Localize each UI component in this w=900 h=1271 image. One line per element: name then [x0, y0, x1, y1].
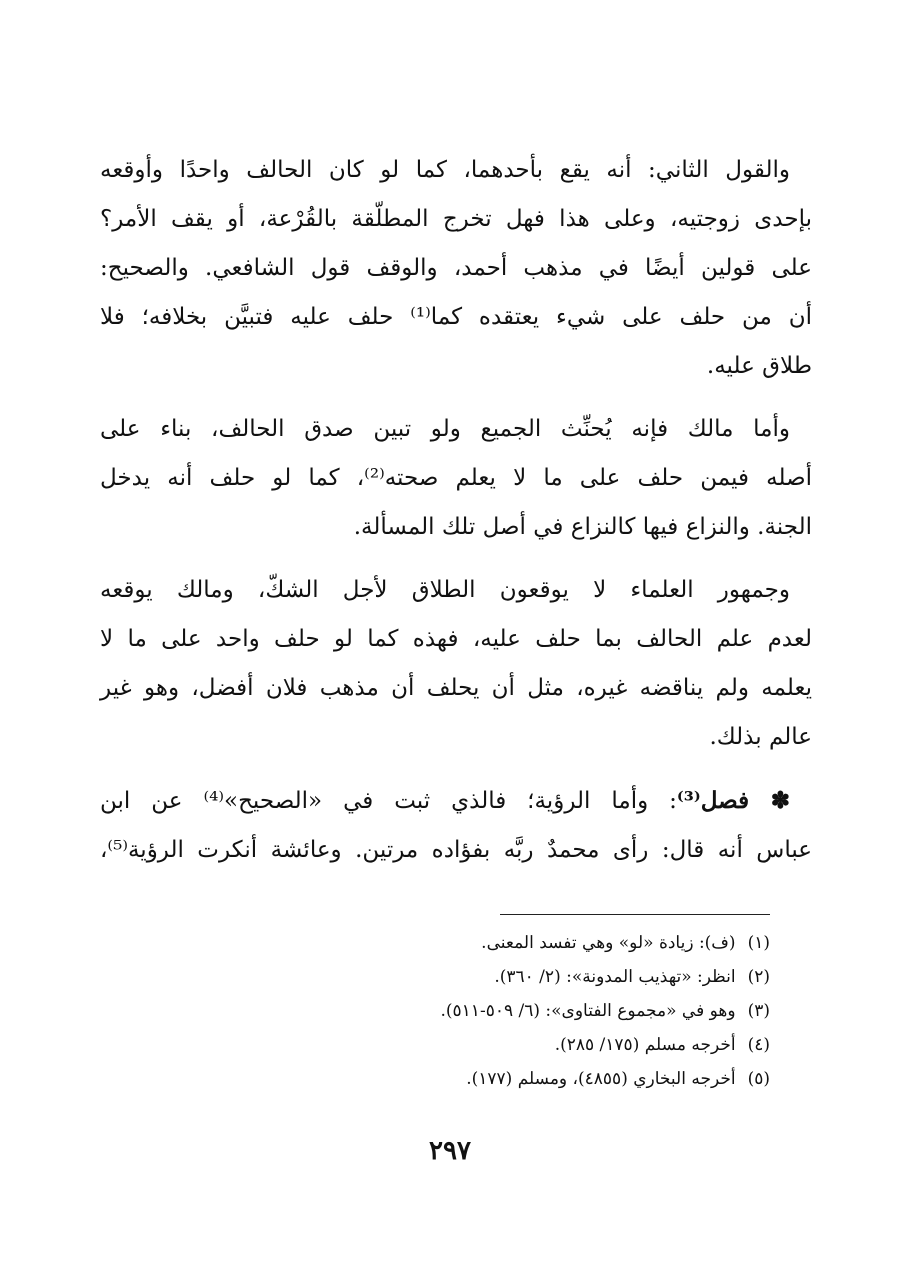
footnotes: [200, 926, 770, 1096]
paragraph: [100, 776, 812, 875]
text-line: على قولين أيضًا في مذهب أحمد، والوقف قول الشافعي. والصحيح:: [100, 255, 812, 281]
text-line: أن من حلف على شيء يعتقده كما⁽¹⁾ حلف عليه فتبيَّن بخلافه؛ فلا: [100, 304, 813, 330]
footnote-text: أخرجه البخاري (٤٨٥٥)، ومسلم (١٧٧).: [466, 1069, 736, 1089]
text-line: عالم بذلك.: [709, 724, 812, 750]
footnote-text: انظر: «تهذيب المدونة»: (٢/ ٣٦٠).: [494, 967, 736, 987]
footnote-text: أخرجه مسلم (١٧٥/ ٢٨٥).: [554, 1035, 736, 1055]
section-heading: ✽ فصل⁽³⁾: [676, 787, 791, 814]
footnote-separator: [500, 914, 770, 915]
text-line: الجنة. والنزاع فيها كالنزاع في أصل تلك المسألة.: [353, 514, 812, 540]
paragraph: [100, 146, 812, 391]
footnote-text: (ف): زيادة «لو» وهي تفسد المعنى.: [481, 933, 736, 953]
text-line: بإحدى زوجتيه، وعلى هذا فهل تخرج المطلّقة بالقُرْعة، أو يقف الأمر؟: [100, 206, 812, 232]
text-segment: : وأما الرؤية؛ فالذي ثبت في «الصحيح»⁽⁴⁾ عن ابن: [100, 788, 677, 814]
footnote-number: (٢): [747, 967, 770, 987]
text-line: أصله فيمن حلف على ما لا يعلم صحته⁽²⁾، كما لو حلف أنه يدخل: [100, 465, 812, 491]
footnote: [200, 960, 770, 994]
footnote: [200, 926, 770, 960]
footnote-number: (٣): [747, 1001, 770, 1021]
footnote-text: وهو في «مجموع الفتاوى»: (٦/ ٥٠٩-٥١١).: [440, 1001, 736, 1021]
footnote-number: (١): [747, 933, 770, 953]
footnote: [200, 1062, 770, 1096]
footnote-number: (٥): [747, 1069, 770, 1089]
text-line: وأما مالك فإنه يُحنِّث الجميع ولو تبين صدق الحالف، بناء على: [100, 416, 790, 442]
text-line: طلاق عليه.: [706, 353, 812, 379]
text-line: وجمهور العلماء لا يوقعون الطلاق لأجل الشكّ، ومالك يوقعه: [100, 577, 790, 603]
text-line: يعلمه ولم يناقضه غيره، مثل أن يحلف أن مذهب فلان أفضل، وهو غير: [100, 675, 812, 701]
footnote: [200, 1028, 770, 1062]
footnote: [200, 994, 770, 1028]
footnote-number: (٤): [747, 1035, 770, 1055]
text-line: [100, 776, 812, 826]
text-line: لعدم علم الحالف بما حلف عليه، فهذه كما لو حلف واحد على ما لا: [100, 626, 812, 652]
page-number: ٢٩٧: [429, 1136, 471, 1166]
paragraph: [100, 405, 812, 552]
main-text: [100, 146, 812, 889]
paragraph: [100, 566, 812, 762]
text-line: عباس أنه قال: رأى محمدٌ ربَّه بفؤاده مرتين. وعائشة أنكرت الرؤية⁽⁵⁾،: [100, 837, 812, 863]
text-line: والقول الثاني: أنه يقع بأحدهما، كما لو كان الحالف واحدًا وأوقعه: [100, 157, 790, 183]
